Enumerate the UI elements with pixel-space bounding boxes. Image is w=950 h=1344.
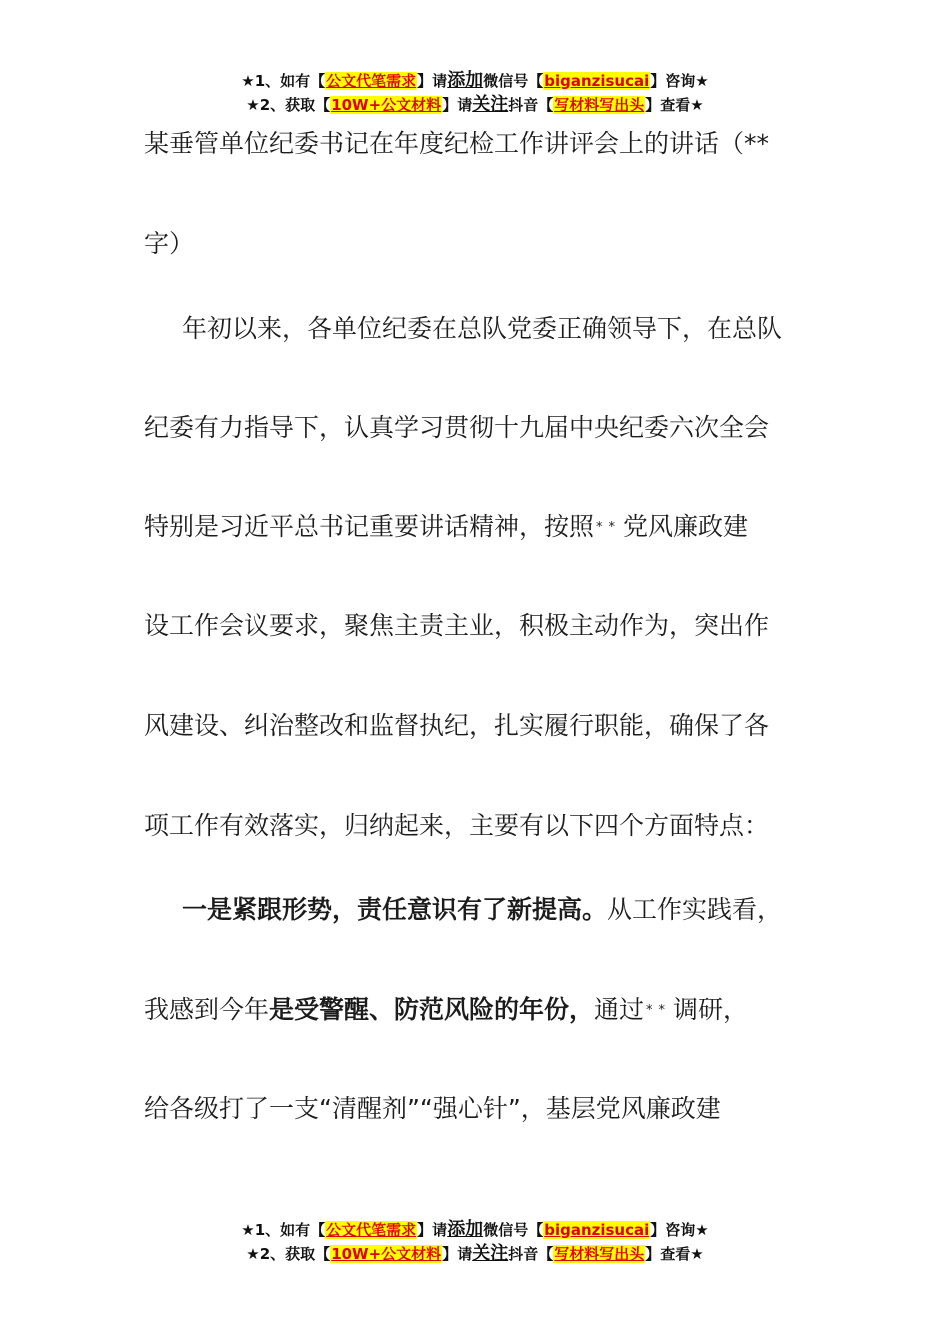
highlight-service: 公文代笔需求 (326, 1221, 417, 1239)
banner-text: 微信号【 (483, 1221, 544, 1239)
doc-title-line-1: 某垂管单位纪委书记在年度纪检工作讲评会上的讲话（** (144, 129, 770, 158)
paragraph-line: 风建设、纠治整改和监督执纪，扎实履行职能，确保了各 (144, 711, 770, 740)
banner-text: 】咨询★ (650, 1221, 709, 1239)
paragraph-line: 年初以来，各单位纪委在总队党委正确领导下，在总队 (182, 314, 783, 343)
banner-text: 抖音【 (508, 1245, 554, 1263)
banner-text: 微信号【 (483, 72, 544, 90)
paragraph-line: 设工作会议要求，聚焦主责主业，积极主动作为，突出作 (144, 611, 770, 640)
doc-title-line-2: 字） (144, 229, 195, 258)
banner-text: ★2、获取【 (246, 1245, 331, 1263)
emphasis-add: 添加 (447, 70, 484, 91)
emphasis-add: 添加 (447, 1219, 484, 1240)
highlight-douyin-account: 写材料写出头 (554, 96, 645, 114)
highlight-materials: 10W+公文材料 (331, 96, 442, 114)
paragraph-line: 项工作有效落实，归纳起来，主要有以下四个方面特点： (144, 811, 770, 840)
redacted-stars: ** (596, 520, 622, 535)
emphasis-follow: 关注 (472, 94, 509, 115)
paragraph-text: 从工作实践看， (607, 895, 783, 924)
banner-text: ★1、如有【 (241, 1221, 326, 1239)
paragraph-text: 党风廉政建 (623, 512, 749, 541)
banner-text: 】请 (442, 96, 473, 114)
emphasis-follow: 关注 (472, 1243, 509, 1264)
footer-promo-banner (0, 1218, 950, 1266)
paragraph-text: 特别是习近平总书记重要讲话精神，按照 (144, 512, 595, 541)
paragraph-line: 给各级打了一支“清醒剂”“强心针”，基层党风廉政建 (144, 1094, 721, 1123)
paragraph-text: 调研， (673, 995, 749, 1024)
banner-text: 】请 (442, 1245, 473, 1263)
header-promo-banner (0, 69, 950, 117)
highlight-service: 公文代笔需求 (326, 72, 417, 90)
banner-line-1 (0, 69, 950, 93)
banner-text: 】查看★ (645, 96, 704, 114)
banner-line-1 (0, 1218, 950, 1242)
paragraph-text: 通过 (594, 995, 645, 1024)
paragraph-line (144, 992, 748, 1029)
highlight-materials: 10W+公文材料 (331, 1245, 442, 1263)
banner-text: 】请 (417, 72, 448, 90)
banner-text: ★1、如有【 (241, 72, 326, 90)
highlight-douyin-account: 写材料写出头 (554, 1245, 645, 1263)
banner-line-2 (0, 1242, 950, 1266)
highlight-wechat-id: biganzisucai (544, 1221, 650, 1239)
banner-text: 】咨询★ (650, 72, 709, 90)
redacted-stars: ** (646, 1003, 672, 1018)
banner-text: 】请 (417, 1221, 448, 1239)
paragraph-line (144, 892, 782, 928)
paragraph-line: 纪委有力指导下，认真学习贯彻十九届中央纪委六次全会 (144, 413, 770, 442)
banner-text: 抖音【 (508, 96, 554, 114)
banner-line-2 (0, 93, 950, 117)
banner-text: 】查看★ (645, 1245, 704, 1263)
paragraph-line (144, 509, 748, 546)
paragraph-heading: 一是紧跟形势，责任意识有了新提高。 (182, 895, 608, 924)
paragraph-emphasis: 是受警醒、防范风险的年份， (269, 995, 595, 1024)
highlight-wechat-id: biganzisucai (544, 72, 650, 90)
banner-text: ★2、获取【 (246, 96, 331, 114)
paragraph-text: 我感到今年 (144, 995, 270, 1024)
